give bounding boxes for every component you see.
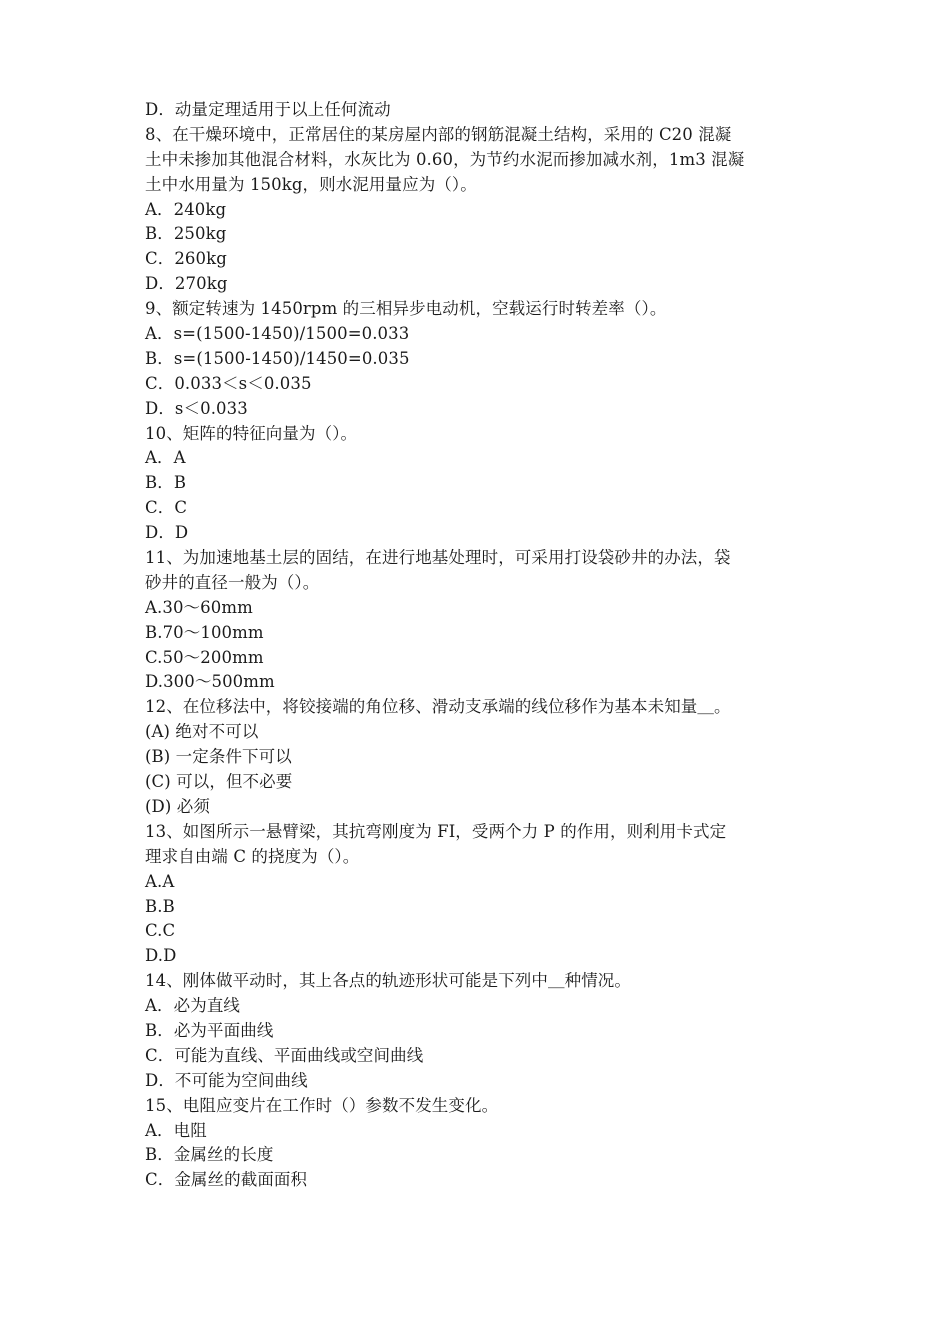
text-line: C．260kg bbox=[145, 249, 227, 269]
text-line: A．必为直线 bbox=[145, 996, 241, 1016]
text-line: 砂井的直径一般为（）。 bbox=[145, 572, 320, 592]
text-line: A．A bbox=[145, 448, 186, 468]
text-line: (B) 一定条件下可以 bbox=[145, 747, 292, 767]
text-line: D．s＜0.033 bbox=[145, 398, 248, 418]
text-line: 理求自由端 C 的挠度为（）。 bbox=[145, 846, 360, 866]
text-line: 15、电阻应变片在工作时（）参数不发生变化。 bbox=[145, 1095, 499, 1115]
text-line: B．金属丝的长度 bbox=[145, 1145, 274, 1165]
text-line: B.B bbox=[145, 896, 175, 916]
text-line: B．250kg bbox=[145, 224, 227, 244]
text-line: 14、刚体做平动时，其上各点的轨迹形状可能是下列中＿种情况。 bbox=[145, 971, 631, 991]
text-line: A.A bbox=[145, 871, 175, 891]
document-text bbox=[145, 98, 825, 1193]
text-line: 11、为加速地基土层的固结，在进行地基处理时，可采用打设袋砂井的办法，袋 bbox=[145, 548, 731, 568]
text-line: D．D bbox=[145, 523, 189, 543]
text-line: D．270kg bbox=[145, 274, 228, 294]
text-line: C．可能为直线、平面曲线或空间曲线 bbox=[145, 1045, 424, 1065]
text-line: A.30～60mm bbox=[145, 597, 253, 617]
text-line: 9、额定转速为 1450rpm 的三相异步电动机，空载运行时转差率（）。 bbox=[145, 299, 667, 319]
text-line: A．s=(1500-1450)/1500=0.033 bbox=[145, 324, 410, 344]
text-line: 土中未掺加其他混合材料，水灰比为 0.60，为节约水泥而掺加减水剂，1m3 混凝 bbox=[145, 149, 745, 169]
text-line: C．金属丝的截面面积 bbox=[145, 1170, 308, 1190]
text-line: 8、在干燥环境中，正常居住的某房屋内部的钢筋混凝土结构，采用的 C20 混凝 bbox=[145, 124, 732, 144]
text-line: B．B bbox=[145, 473, 187, 493]
text-line: B．必为平面曲线 bbox=[145, 1020, 274, 1040]
text-line: B．s=(1500-1450)/1450=0.035 bbox=[145, 348, 410, 368]
text-line: (A) 绝对不可以 bbox=[145, 722, 259, 742]
text-line: 13、如图所示一悬臂梁，其抗弯刚度为 FI，受两个力 P 的作用，则利用卡式定 bbox=[145, 821, 727, 841]
text-line: C.C bbox=[145, 921, 176, 941]
text-line: D．不可能为空间曲线 bbox=[145, 1070, 308, 1090]
text-line: D.300～500mm bbox=[145, 672, 275, 692]
text-line: C．C bbox=[145, 498, 188, 518]
text-line: B.70～100mm bbox=[145, 622, 264, 642]
text-line: (C) 可以，但不必要 bbox=[145, 772, 293, 792]
text-line: 土中水用量为 150kg，则水泥用量应为（）。 bbox=[145, 174, 477, 194]
text-line: (D) 必须 bbox=[145, 796, 210, 816]
text-line: D．动量定理适用于以上任何流动 bbox=[145, 100, 391, 119]
text-line: C．0.033＜s＜0.035 bbox=[145, 373, 312, 393]
text-line: 10、矩阵的特征向量为（）。 bbox=[145, 423, 358, 443]
text-line: C.50～200mm bbox=[145, 647, 264, 667]
text-line: 12、在位移法中，将铰接端的角位移、滑动支承端的线位移作为基本未知量＿。 bbox=[145, 697, 731, 717]
text-line: A．240kg bbox=[145, 199, 227, 219]
text-line: D.D bbox=[145, 946, 177, 966]
text-line: A．电阻 bbox=[145, 1120, 207, 1140]
